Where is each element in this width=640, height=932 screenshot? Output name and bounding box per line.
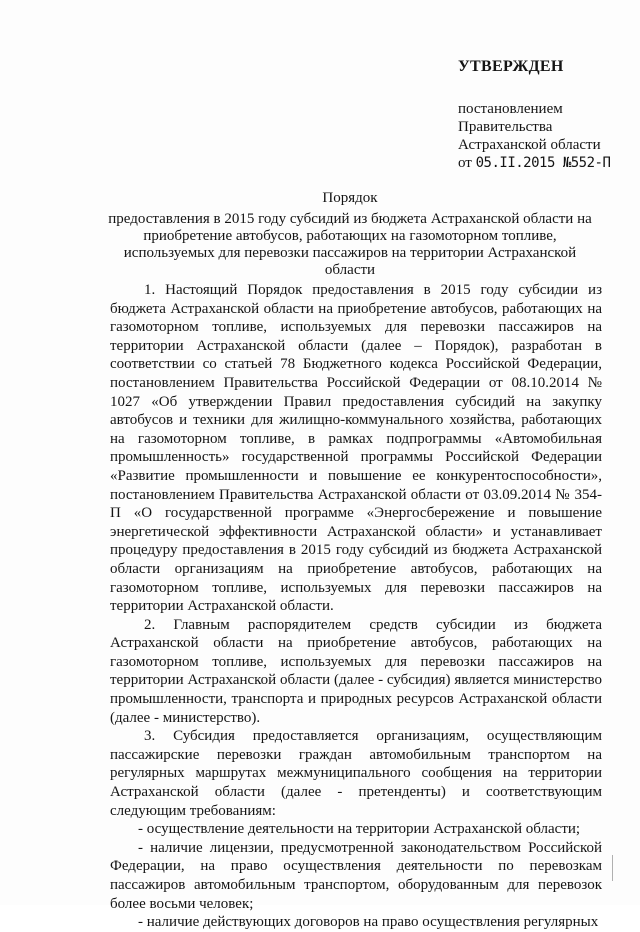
- approval-date-prefix: от: [458, 155, 476, 171]
- requirement-item-2: - наличие лицензии, предусмотренной законодательством Российской Федерации, на право осуществления деятельности по перевозкам пассажиров автомобильным транспортом, оборудованным для перевозок более восьми человек;: [110, 839, 602, 912]
- document-body: [110, 281, 602, 932]
- approval-line-2: Правительства: [458, 119, 553, 135]
- approval-block: [458, 58, 633, 172]
- approval-date-line: [458, 154, 633, 172]
- approval-line-1: постановлением: [458, 101, 563, 117]
- document-subtitle: предоставления в 2015 году субсидий из бюджета Астраханской области на приобретение автобусов, работающих на газомоторном топливе, используемых для перевозки пассажиров на территории Астраханской области: [108, 211, 592, 278]
- approval-date-value: 05.II.2015 №552-П: [475, 155, 611, 171]
- requirement-item-1: - осуществление деятельности на территории Астраханской области;: [138, 821, 581, 838]
- paragraph-2: 2. Главным распорядителем средств субсидии из бюджета Астраханской области на приобретение автобусов, работающих на газомоторном топливе, используемых для перевозки пассажиров на территории Астраханской области (далее - субсидия) является министерство промышленности, транспорта и природных ресурсов Астраханской области (далее - министерство).: [110, 616, 602, 726]
- approval-stamp: УТВЕРЖДЕН: [458, 58, 564, 75]
- scan-margin-mark: [612, 855, 613, 881]
- document-title-block: [100, 190, 600, 279]
- paragraph-3: 3. Субсидия предоставляется организациям, осуществляющим пассажирские перевозки граждан автомобильным транспортом на регулярных маршрутах межмуниципального сообщения на территории Астраханской области (далее - претенденты) и соответствующим следующим требованиям:: [110, 728, 602, 819]
- paragraph-1: 1. Настоящий Порядок предоставления в 2015 году субсидии из бюджета Астраханской области на приобретение автобусов, работающих на газомоторном топливе, используемых для перевозки пассажиров на территории Астраханской области (далее – Порядок), разработан в соответствии со статьей 78 Бюджетного кодекса Российской Федерации, постановлением Правительства Российской Федерации от 08.10.2014 № 1027 «Об утверждении Правил предоставления субсидий на закупку автобусов и техники для жилищно-коммунального хозяйства, работающих на газомоторном топливе, в рамках подпрограммы «Автомобильная промышленность» государственной программы Российской Федерации «Развитие промышленности и повышение ее конкурентоспособности», постановлением Правительства Астраханской области от 03.09.2014 № 354-П «О государственной программе «Энергосбережение и повышение энергетической эффективности Астраханской области» и устанавливает процедуру предоставления в 2015 году субсидий из бюджета Астраханской области организациям на приобретение автобусов, работающих на газомоторном топливе, используемых для перевозки пассажиров на территории Астраханской области.: [110, 282, 602, 615]
- document-heading: Порядок: [322, 190, 378, 206]
- requirement-item-3: - наличие действующих договоров на право осуществления регулярных: [138, 914, 599, 931]
- approval-line-3: Астраханской области: [458, 137, 601, 153]
